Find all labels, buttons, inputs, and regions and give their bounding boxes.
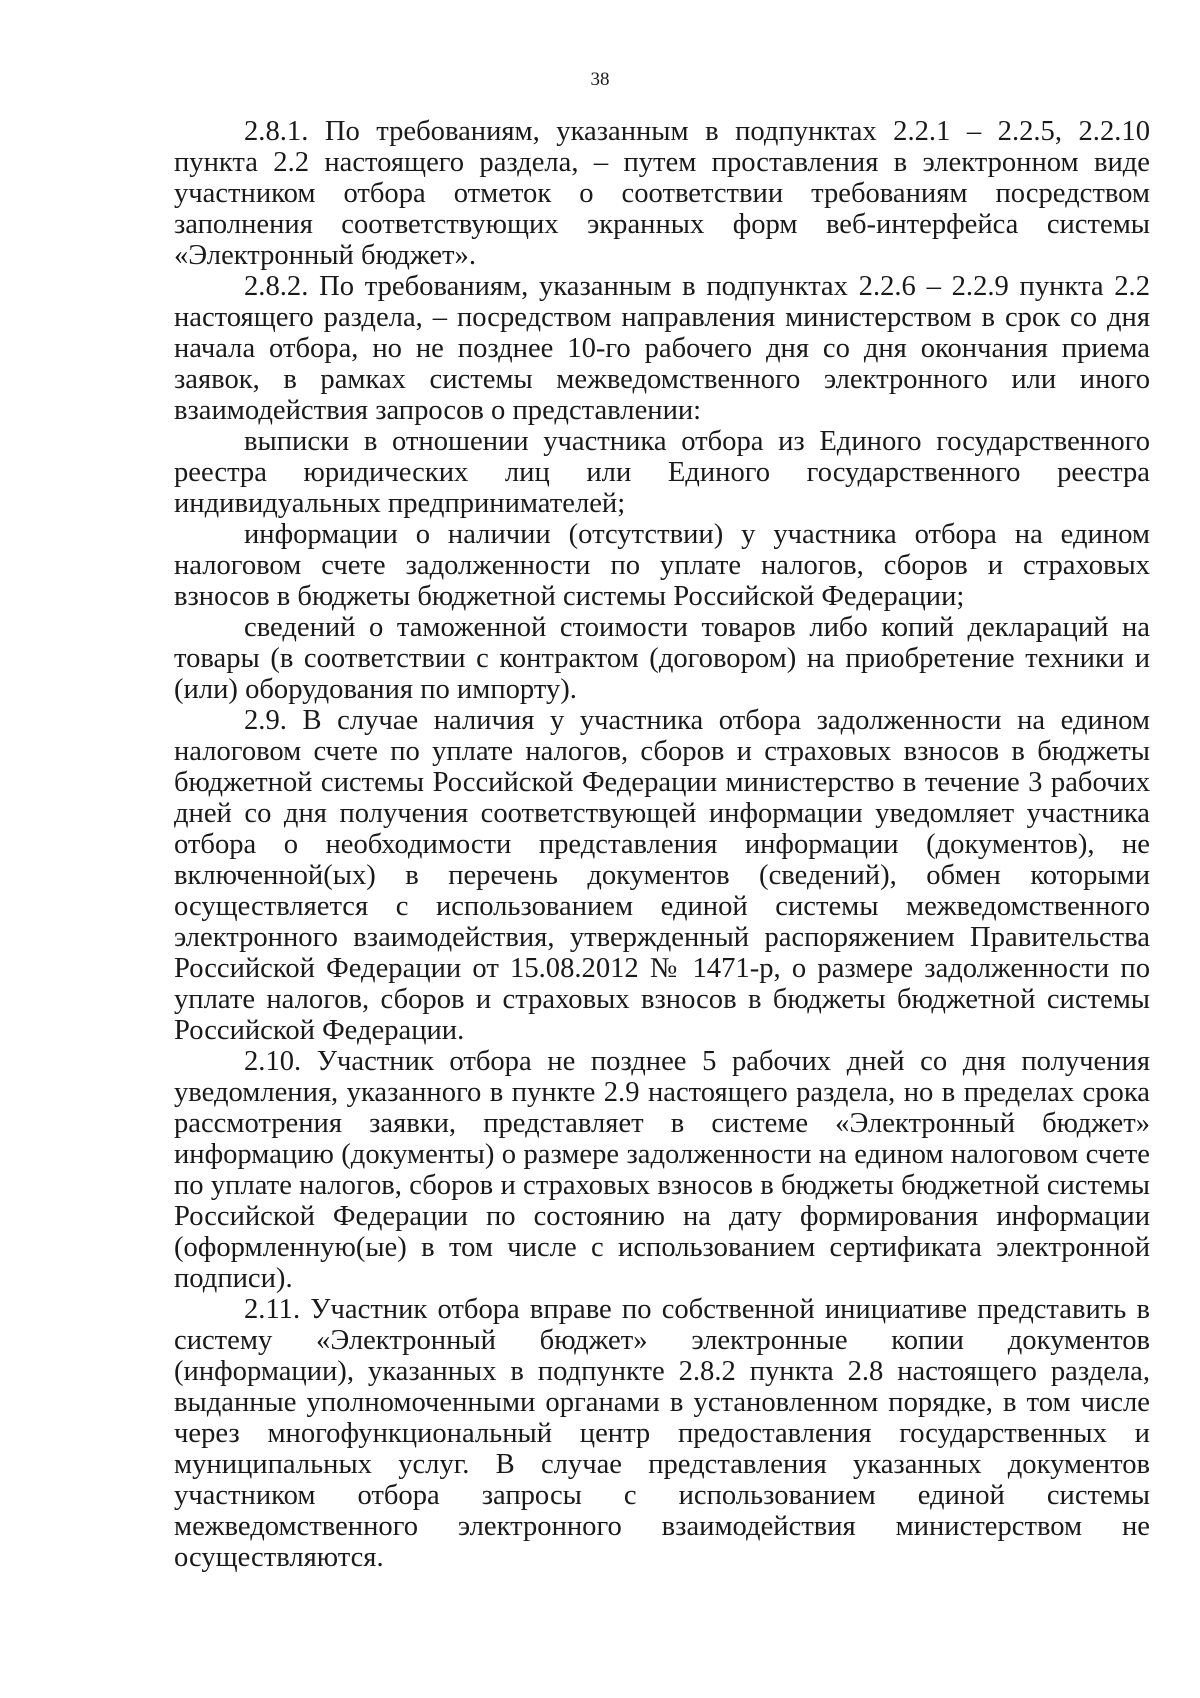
paragraph-2-8-2: 2.8.2. По требованиям, указанным в подпунктах 2.2.6 – 2.2.9 пункта 2.2 настоящего раздела, – посредством направления министерством в срок со дня начала отбора, но не позднее 10-го рабочего дня со дня окончания приема заявок, в рамках системы межведомственного электронного или иного взаимодействия запросов о представлении:	[174, 271, 1150, 426]
page-number: 38	[590, 69, 610, 90]
document-body	[174, 116, 1150, 1573]
paragraph-2-10: 2.10. Участник отбора не позднее 5 рабочих дней со дня получения уведомления, указанного в пункте 2.9 настоящего раздела, но в пределах срока рассмотрения заявки, представляет в системе «Электронный бюджет» информацию (документы) о размере задолженности на едином налоговом счете по уплате налогов, сборов и страховых взносов в бюджеты бюджетной системы Российской Федерации по состоянию на дату формирования информации (оформленную(ые) в том числе с использованием сертификата электронной подписи).	[174, 1046, 1150, 1294]
paragraph-extract-request: выписки в отношении участника отбора из Единого государственного реестра юридических лиц или Единого государственного реестра индивидуальных предпринимателей;	[174, 426, 1150, 519]
paragraph-2-8-1: 2.8.1. По требованиям, указанным в подпунктах 2.2.1 – 2.2.5, 2.2.10 пункта 2.2 настоящего раздела, – путем проставления в электронном виде участником отбора отметок о соответствии требованиям посредством заполнения соответствующих экранных форм веб-интерфейса системы «Электронный бюджет».	[174, 116, 1150, 271]
paragraph-2-9: 2.9. В случае наличия у участника отбора задолженности на едином налоговом счете по уплате налогов, сборов и страховых взносов в бюджеты бюджетной системы Российской Федерации министерство в течение 3 рабочих дней со дня получения соответствующей информации уведомляет участника отбора о необходимости представления информации (документов), не включенной(ых) в перечень документов (сведений), обмен которыми осуществляется с использованием единой системы межведомственного электронного взаимодействия, утвержденный распоряжением Правительства Российской Федерации от 15.08.2012 № 1471-р, о размере задолженности по уплате налогов, сборов и страховых взносов в бюджеты бюджетной системы Российской Федерации.	[174, 705, 1150, 1046]
paragraph-tax-debt-info: информации о наличии (отсутствии) у участника отбора на едином налоговом счете задолженности по уплате налогов, сборов и страховых взносов в бюджеты бюджетной системы Российской Федерации;	[174, 519, 1150, 612]
paragraph-2-11: 2.11. Участник отбора вправе по собственной инициативе представить в систему «Электронный бюджет» электронные копии документов (информации), указанных в подпункте 2.8.2 пункта 2.8 настоящего раздела, выданные уполномоченными органами в установленном порядке, в том числе через многофункциональный центр предоставления государственных и муниципальных услуг. В случае представления указанных документов участником отбора запросы с использованием единой системы межведомственного электронного взаимодействия министерством не осуществляются.	[174, 1294, 1150, 1573]
paragraph-customs-value: сведений о таможенной стоимости товаров либо копий деклараций на товары (в соответствии с контрактом (договором) на приобретение техники и (или) оборудования по импорту).	[174, 612, 1150, 705]
